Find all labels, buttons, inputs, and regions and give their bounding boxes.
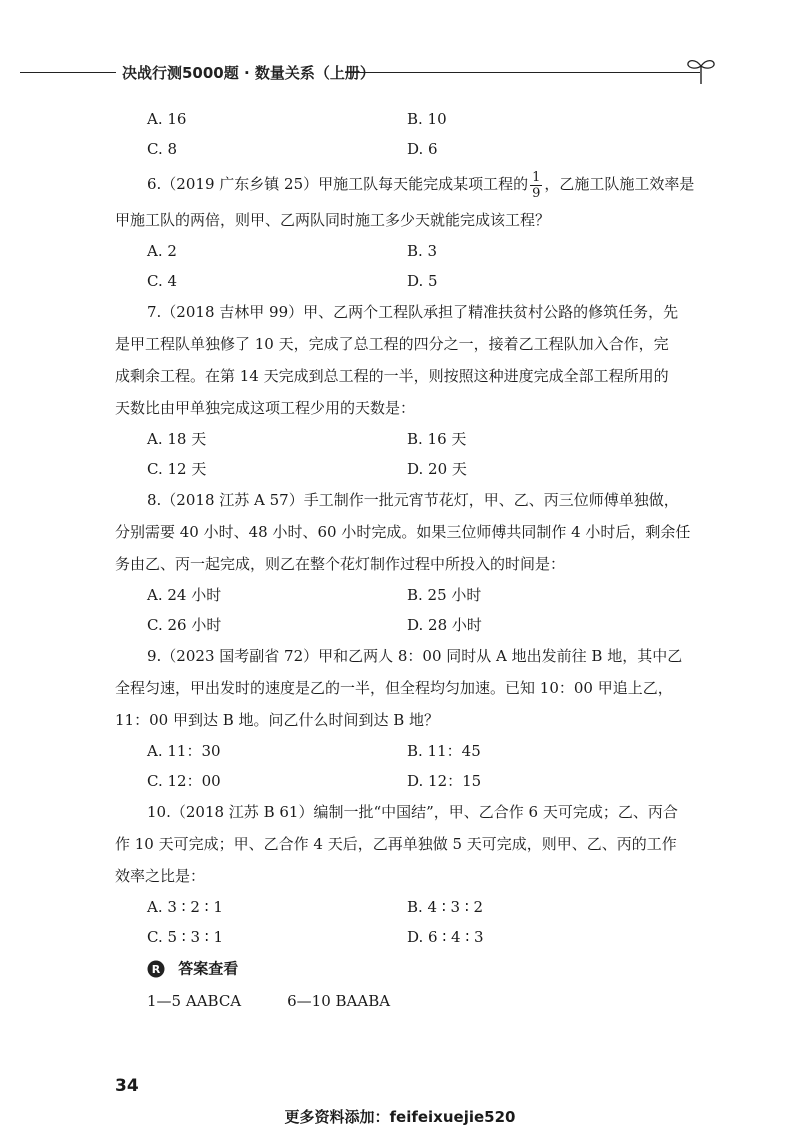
option-b: B. 10 (407, 110, 447, 128)
option-c: C. 5 ∶ 3 ∶ 1 (147, 928, 223, 946)
options-row (115, 580, 715, 610)
footer-watermark: 更多资料添加：feifeixuejie520 (284, 1108, 516, 1126)
option-b: B. 16 天 (407, 430, 467, 448)
answers-1-5: 1—5 AABCA (147, 992, 242, 1010)
option-a: A. 3 ∶ 2 ∶ 1 (147, 898, 223, 916)
question-9-stem: 9.（2023 国考副省 72）甲和乙两人 8：00 同时从 A 地出发前往 B 地，其中乙 (147, 647, 683, 665)
option-d: D. 28 小时 (407, 616, 482, 634)
running-header (0, 56, 800, 92)
question-9-stem-cont: 11：00 甲到达 B 地。问乙什么时间到达 B 地？ (115, 711, 440, 729)
question-10-stem: 10.（2018 江苏 B 61）编制一批“中国结”，甲、乙合作 6 天可完成；乙、丙合 (147, 803, 678, 821)
fraction-one-ninth: $\frac{1}{9}$ (532, 169, 541, 201)
option-b: B. 4 ∶ 3 ∶ 2 (407, 898, 484, 916)
options-row (115, 610, 715, 640)
options-row (115, 236, 715, 266)
question-6-stem: 6.（2019 广东乡镇 25）甲施工队每天能完成某项工程的 $\frac{1}{9}$ ，乙施工队施工效率是 (147, 169, 695, 201)
question-7-stem-cont: 是甲工程队单独修了 10 天，完成了总工程的四分之一，接着乙工程队加入合作，完 (115, 335, 669, 353)
question-6-stem-cont: 甲施工队的两倍，则甲、乙两队同时施工多少天就能完成该工程？ (115, 211, 551, 229)
answer-key (147, 988, 390, 1014)
question-10-stem-cont: 效率之比是： (115, 867, 206, 885)
options-row (115, 104, 715, 134)
header-title: 决战行测5000题 · 数量关系（上册） (122, 64, 375, 82)
question-8-stem: 8.（2018 江苏 A 57）手工制作一批元宵节花灯，甲、乙、丙三位师傅单独做， (147, 491, 679, 509)
question-8-stem-cont: 务由乙、丙一起完成，则乙在整个花灯制作过程中所投入的时间是： (115, 555, 566, 573)
option-b: B. 3 (407, 242, 438, 260)
question-7-stem-cont: 天数比由甲单独完成这项工程少用的天数是： (115, 399, 416, 417)
sprout-icon (684, 56, 718, 86)
option-d: D. 12：15 (407, 772, 482, 790)
options-row (115, 766, 715, 796)
options-row (115, 266, 715, 296)
options-row (115, 892, 715, 922)
option-d: D. 6 ∶ 4 ∶ 3 (407, 928, 484, 946)
question-10-stem-cont: 作 10 天可完成；甲、乙合作 4 天后，乙再单独做 5 天可完成，则甲、乙、丙的工作 (115, 835, 677, 853)
question-content (115, 104, 715, 952)
question-9-stem-cont: 全程匀速，甲出发时的速度是乙的一半，但全程均匀加速。已知 10：00 甲追上乙， (115, 679, 673, 697)
header-rule-right (345, 72, 700, 73)
page-number: 34 (115, 1076, 139, 1096)
option-a: A. 11：30 (147, 742, 221, 760)
options-row (115, 922, 715, 952)
answer-section-heading (147, 956, 238, 980)
option-c: C. 12 天 (147, 460, 207, 478)
question-8-stem-cont: 分别需要 40 小时、48 小时、60 小时完成。如果三位师傅共同制作 4 小时后，剩余任 (115, 523, 691, 541)
option-c: C. 26 小时 (147, 616, 222, 634)
question-7-stem-cont: 成剩余工程。在第 14 天完成到总工程的一半，则按照这种进度完成全部工程所用的 (115, 367, 669, 385)
answer-section-label: 答案查看 (178, 959, 239, 978)
option-a: A. 16 (147, 110, 187, 128)
option-c: C. 4 (147, 272, 178, 290)
option-d: D. 6 (407, 140, 438, 158)
answer-badge-icon (147, 960, 165, 978)
question-7-stem: 7.（2018 吉林甲 99）甲、乙两个工程队承担了精准扶贫村公路的修筑任务，先 (147, 303, 679, 321)
header-rule-left (20, 72, 116, 73)
option-d: D. 20 天 (407, 460, 467, 478)
option-c: C. 8 (147, 140, 178, 158)
option-b: B. 25 小时 (407, 586, 482, 604)
options-row (115, 134, 715, 164)
option-a: A. 2 (147, 242, 177, 260)
answers-6-10: 6—10 BAABA (287, 992, 391, 1010)
option-a: A. 24 小时 (147, 586, 222, 604)
option-d: D. 5 (407, 272, 438, 290)
options-row (115, 736, 715, 766)
svg-text:R: R (151, 962, 161, 976)
options-row (115, 424, 715, 454)
option-b: B. 11：45 (407, 742, 481, 760)
option-a: A. 18 天 (147, 430, 207, 448)
options-row (115, 454, 715, 484)
option-c: C. 12：00 (147, 772, 221, 790)
